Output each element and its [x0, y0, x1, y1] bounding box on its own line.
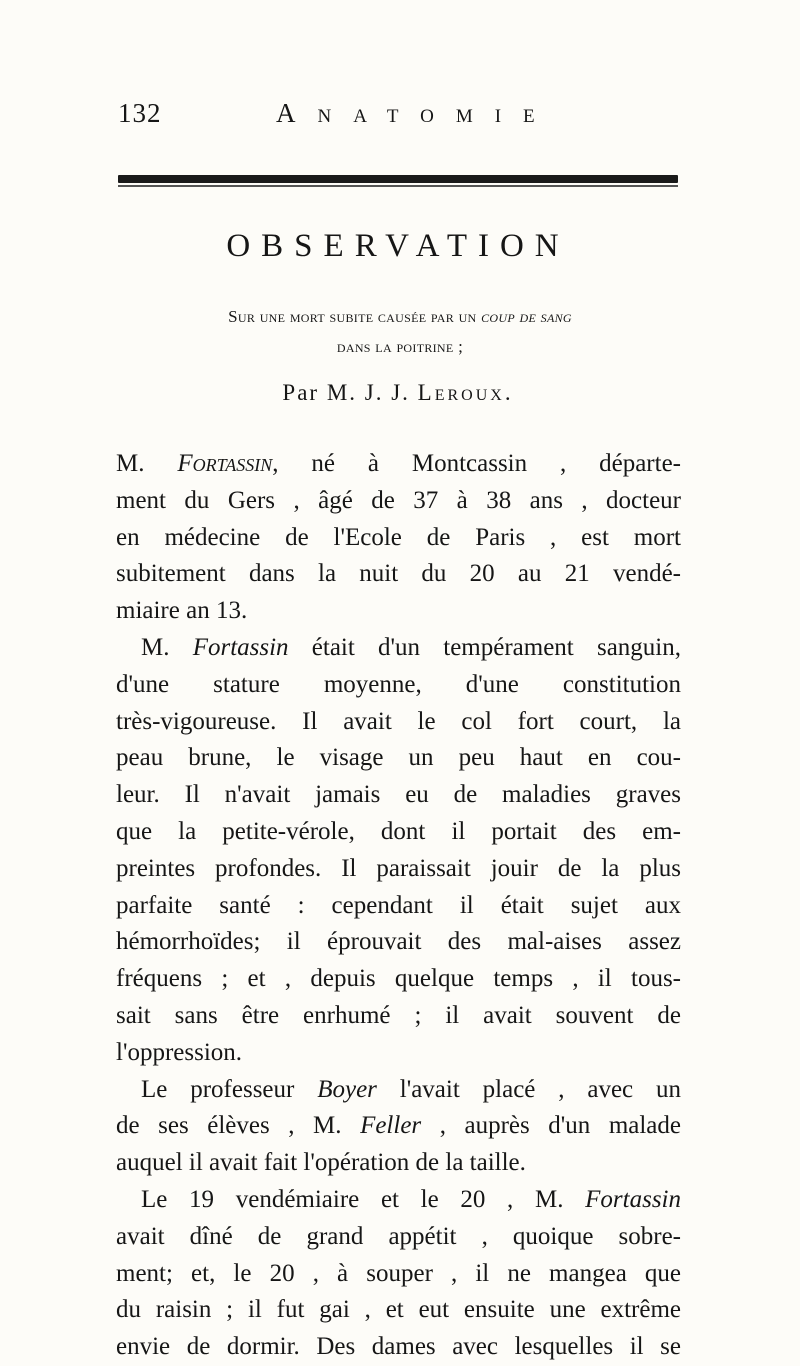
text-segment: très-vigoureuse. Il avait le col fort court, la: [116, 707, 681, 735]
text-line: [116, 924, 681, 961]
text-line: [116, 1219, 681, 1256]
text-line: [116, 888, 681, 925]
section-subtitle: [110, 302, 690, 362]
text-segment: parfaite santé : cependant il était sujet aux: [116, 891, 681, 919]
body-text: [116, 446, 681, 1366]
text-segment: leur. Il n'avait jamais eu de maladies graves: [116, 781, 681, 809]
text-segment: ment; et, le 20 , à souper , il ne mangea que: [116, 1259, 681, 1287]
text-segment: , né à Montcassin , départe-: [272, 450, 681, 477]
text-line: [116, 1072, 681, 1109]
text-segment: sait sans être enrhumé ; il avait souvent de: [116, 1001, 681, 1029]
text-segment: que la petite-vérole, dont il portait des em-: [116, 817, 681, 845]
section-title: OBSERVATION: [226, 228, 570, 264]
text-segment: M.: [141, 633, 193, 661]
text-line: [116, 556, 681, 593]
italic-name: Boyer: [317, 1075, 377, 1103]
text-line: [116, 814, 681, 851]
text-segment: Le professeur: [141, 1075, 318, 1103]
italic-name: Fortassin: [585, 1185, 681, 1213]
text-line: [116, 1108, 681, 1145]
text-segment: Le 19 vendémiaire et le 20 , M.: [141, 1185, 586, 1213]
text-segment: de ses élèves , M.: [116, 1112, 361, 1140]
text-line: [116, 630, 681, 667]
text-line: [116, 1182, 681, 1219]
text-segment: auquel il avait fait l'opération de la taille.: [116, 1149, 526, 1177]
subtitle-line-1: [110, 302, 690, 332]
header-rule: [118, 175, 678, 183]
subtitle-line-2: dans la poitrine ;: [336, 337, 464, 356]
italic-name: Feller: [360, 1112, 422, 1140]
author-surname: Leroux.: [417, 380, 514, 405]
text-line: [116, 1035, 681, 1072]
text-segment: l'avait placé , avec un: [376, 1075, 681, 1103]
text-segment: preintes profondes. Il paraissait jouir de la plus: [116, 854, 681, 882]
text-line: [116, 483, 681, 520]
text-segment: du raisin ; il fut gai , et eut ensuite une extrême: [116, 1296, 681, 1324]
subtitle-text: Sur une mort subite causée par un: [228, 307, 482, 326]
text-line: [116, 777, 681, 814]
subtitle-italic: coup de sang: [481, 307, 572, 326]
text-segment: M.: [116, 450, 178, 477]
author-prefix: Par M. J. J.: [282, 380, 418, 405]
running-head: [118, 98, 678, 138]
text-segment: d'une stature moyenne, d'une constitution: [116, 670, 681, 698]
text-line: [116, 998, 681, 1035]
text-line: [116, 667, 681, 704]
italic-name: Fortassin: [177, 450, 273, 477]
page-number: 132: [118, 98, 162, 128]
text-segment: peau brune, le visage un peu haut en cou-: [116, 744, 681, 772]
text-line: [116, 851, 681, 888]
text-line: [116, 1292, 681, 1329]
text-segment: l'oppression.: [116, 1038, 243, 1066]
text-line: [116, 740, 681, 777]
text-line: [116, 1256, 681, 1293]
running-title: Anatomie: [276, 98, 557, 128]
text-line: [116, 520, 681, 557]
text-segment: subitement dans la nuit du 20 au 21 vendé-: [116, 560, 681, 588]
text-segment: envie de dormir. Des dames avec lesquelles il se: [116, 1333, 681, 1361]
text-segment: hémorrhoïdes; il éprouvait des mal-aises assez: [116, 928, 681, 956]
italic-name: Fortassin: [192, 633, 289, 661]
text-segment: miaire an 13.: [116, 597, 248, 625]
text-line: [116, 704, 681, 741]
text-segment: était d'un tempérament sanguin,: [288, 633, 681, 661]
text-line: [116, 1329, 681, 1366]
text-line: [116, 593, 681, 630]
text-line: [116, 446, 681, 483]
text-segment: ment du Gers , âgé de 37 à 38 ans , docteur: [116, 486, 681, 514]
text-segment: , auprès d'un malade: [421, 1112, 682, 1140]
text-line: [116, 1145, 681, 1182]
text-segment: avait dîné de grand appétit , quoique sobre-: [116, 1222, 681, 1250]
text-line: [116, 961, 681, 998]
text-segment: en médecine de l'Ecole de Paris , est mort: [116, 523, 681, 551]
author-line: [118, 380, 678, 406]
text-segment: fréquens ; et , depuis quelque temps , il tous-: [116, 965, 681, 993]
